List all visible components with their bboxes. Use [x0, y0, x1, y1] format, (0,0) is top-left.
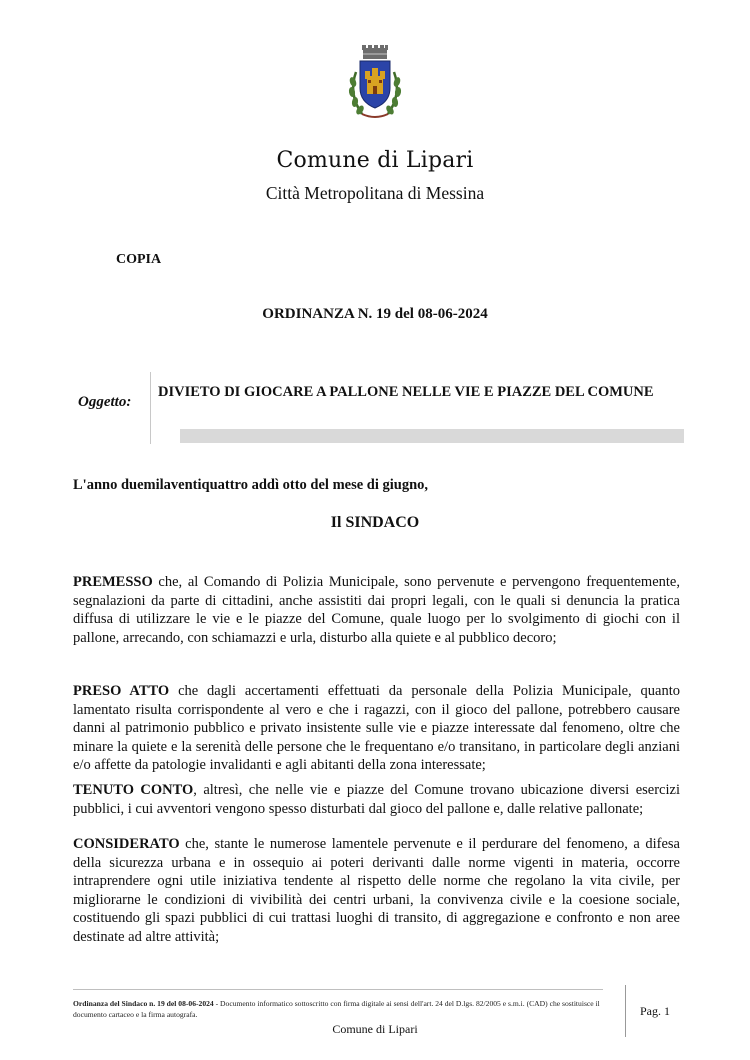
paragraph-body: che, al Comando di Polizia Municipale, sono pervenute e pervengono frequentemente, segnalazioni da parte di cittadini, anche assistiti dai propri legali, con le quali si denuncia la pratica diffusa di utilizzare le vie e le piazze del Comune, quale luogo per lo svolgimento di giochi con il pallone, arrecando, con schiamazzi e urla, disturbo alla quiete e al pubblico decoro; — [73, 574, 680, 646]
paragraph-body: , altresì, che nelle vie e piazze del Comune trovano ubicazione diversi esercizi pubblici, i cui avventori vengono spesso disturbati dal gioco del pallone e, dalle relative pallonate; — [73, 782, 680, 817]
subject-text: DIVIETO DI GIOCARE A PALLONE NELLE VIE E PIAZZE DEL COMUNE — [158, 384, 654, 400]
paragraph-body: che dagli accertamenti effettuati da personale della Polizia Municipale, quanto lamentato risulta corrispondente al vero e che i ragazzi, con il gioco del pallone, potrebbero causare danni al patrimonio pubblico e privato insistente sulle vie e piazze interessate dal fenomeno, oltre che minare la quiete e la serenità delle persone che le frequentano e/o transitano, in particolare degli anziani e/o affette da patologie invalidanti e agli abitanti della zona interessate; — [73, 683, 680, 774]
mayor-heading: Il SINDACO — [330, 514, 420, 531]
municipal-crest-icon — [346, 44, 404, 122]
paragraph-lead: PREMESSO — [73, 574, 153, 590]
copy-label: COPIA — [116, 252, 162, 267]
paragraph-tenuto-conto — [73, 781, 680, 818]
municipality-name: Comune di Lipari — [276, 148, 474, 173]
paragraph-preso-atto — [73, 682, 680, 775]
date-line: L'anno duemilaventiquattro addì otto del mese di giugno, — [73, 477, 429, 493]
paragraph-premesso — [73, 573, 680, 647]
footer-reference-title: Ordinanza del Sindaco n. 19 del 08-06-2024 — [73, 999, 214, 1008]
ordinance-title: ORDINANZA N. 19 del 08-06-2024 — [262, 306, 488, 322]
province-name: Città Metropolitana di Messina — [265, 183, 485, 203]
subject-label: Oggetto: — [78, 394, 132, 410]
page-number: Pag. 1 — [640, 1004, 670, 1018]
footer-municipality: Comune di Lipari — [332, 1022, 418, 1036]
paragraph-lead: TENUTO CONTO — [73, 782, 194, 798]
paragraph-considerato — [73, 835, 680, 947]
paragraph-lead: CONSIDERATO — [73, 836, 180, 852]
paragraph-body: che, stante le numerose lamentele pervenute e il perdurare del fenomeno, a difesa della sicurezza urbana e in ossequio ai poteri derivanti dalle norme vigenti in materia, occorre intraprendere ogni utile iniziativa tendente al rispetto delle norme che regolano la vita civile, per migliorarne le condizioni di vivibilità dei centri urbani, la convivenza civile e la coesione sociale, costituendo gli spazi pubblici di cui trattasi luoghi di transito, di aggregazione e confronto e non aree destinate ad altre attività; — [73, 836, 680, 945]
paragraph-lead: PRESO ATTO — [73, 683, 170, 699]
footer-divider — [73, 989, 603, 990]
footer-reference — [73, 998, 613, 1020]
subject-shading-bar — [180, 429, 684, 443]
footer-reference-note: - Documento informatico sottoscritto con firma digitale ai sensi dell'art. 24 del D.lgs. 82/2005 e s.m.i. (CAD) che sostituisce il documento cartaceo e la firma autografa. — [73, 999, 600, 1019]
